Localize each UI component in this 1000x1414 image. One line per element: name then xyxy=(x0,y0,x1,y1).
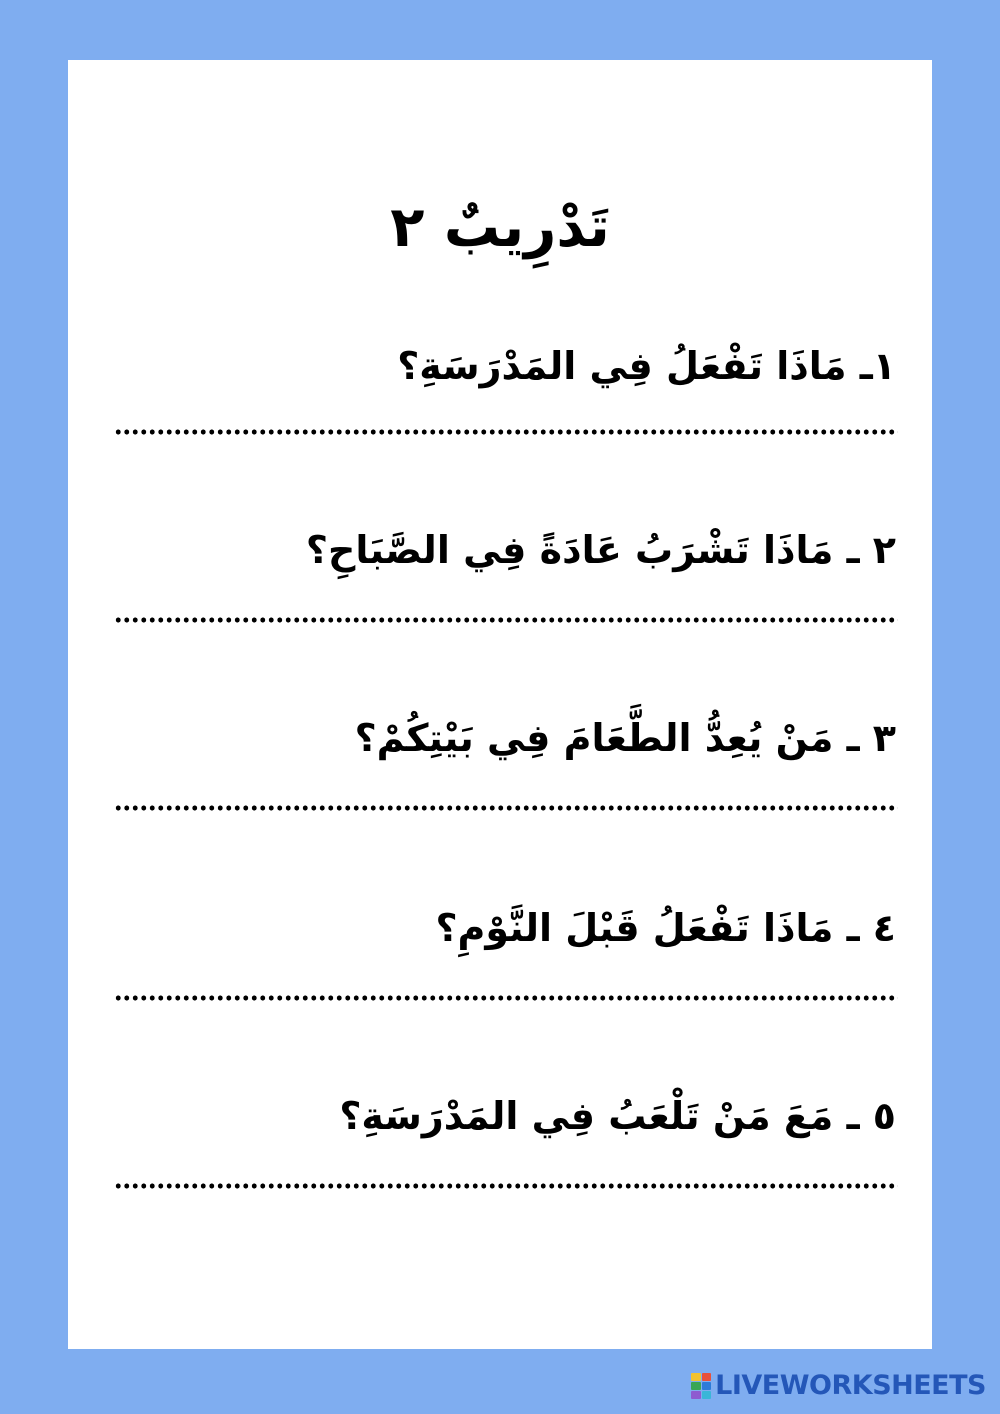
liveworksheets-brand xyxy=(691,1368,986,1404)
answer-line-3[interactable] xyxy=(114,804,898,812)
worksheet-title: تَدْرِيبٌ ٢ xyxy=(390,195,610,260)
question-3: ٣ ـ مَنْ يُعِدُّ الطَّعَامَ فِي بَيْتِكُمْ؟ xyxy=(354,716,896,760)
question-2: ٢ ـ مَاذَا تَشْرَبُ عَادَةً فِي الصَّبَاحِ؟ xyxy=(305,528,896,572)
brand-name: LIVEWORKSHEETS xyxy=(715,1370,986,1401)
answer-line-4[interactable] xyxy=(114,994,898,1002)
liveworksheets-logo-icon xyxy=(691,1373,711,1399)
answer-line-1[interactable] xyxy=(114,428,898,436)
question-4: ٤ ـ مَاذَا تَفْعَلُ قَبْلَ النَّوْمِ؟ xyxy=(435,906,896,950)
answer-line-2[interactable] xyxy=(114,616,898,624)
question-5: ٥ ـ مَعَ مَنْ تَلْعَبُ فِي المَدْرَسَةِ؟ xyxy=(339,1094,896,1138)
question-1: ١ـ مَاذَا تَفْعَلُ فِي المَدْرَسَةِ؟ xyxy=(397,344,896,388)
worksheet-page xyxy=(68,60,932,1349)
answer-line-5[interactable] xyxy=(114,1182,898,1190)
